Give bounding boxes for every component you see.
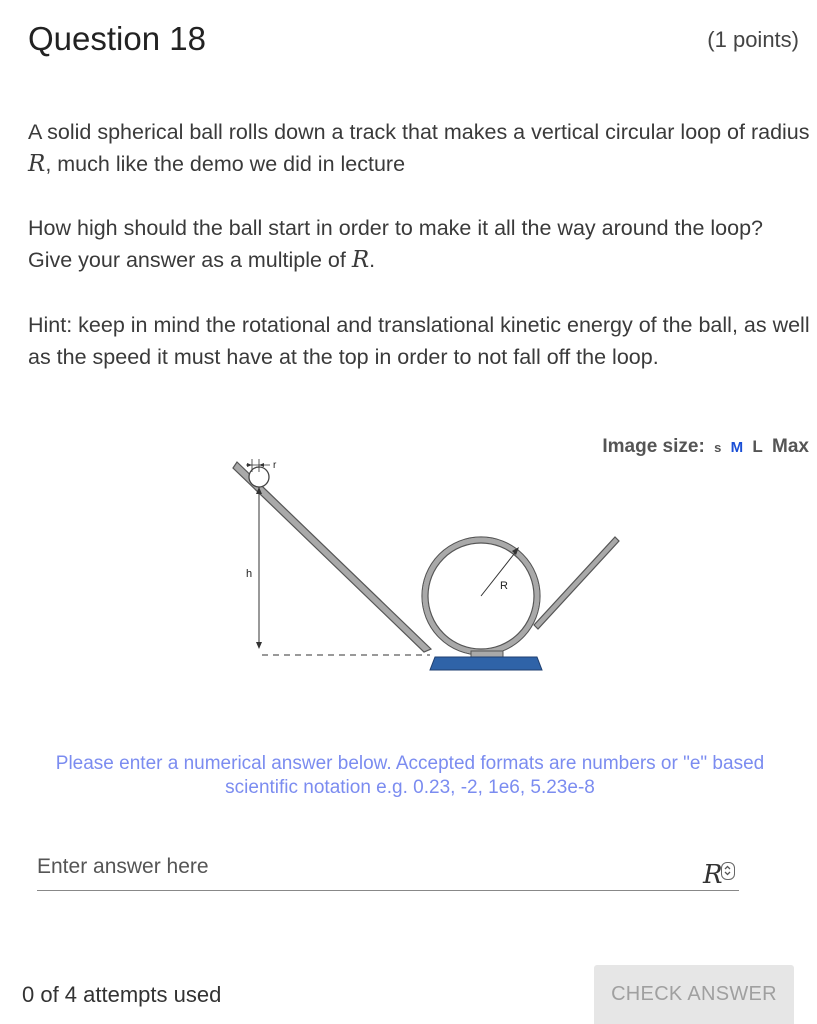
height-label: h <box>246 568 253 580</box>
answer-input[interactable] <box>37 850 697 884</box>
height-arrowhead-bottom <box>256 642 262 649</box>
answer-row <box>37 848 739 891</box>
number-spinner-icon[interactable] <box>721 862 735 880</box>
right-ramp <box>534 537 619 629</box>
question-paragraph-2 <box>28 212 813 276</box>
answer-instructions: Please enter a numerical answer below. Accepted formats are numbers or "e" based scientific notation e.g. 0.23, -2, 1e6, 5.23e-8 <box>55 753 765 798</box>
image-size-option-max[interactable]: Max <box>772 436 809 457</box>
question-paragraph-1 <box>28 116 813 180</box>
check-answer-button[interactable]: CHECK ANSWER <box>594 965 794 1024</box>
question-title: Question 18 <box>28 20 206 57</box>
hint-paragraph: Hint: keep in mind the rotational and translational kinetic energy of the ball, as well as the speed it must have at the top in order to not fall off the loop. <box>28 313 810 369</box>
answer-unit: R <box>703 860 723 890</box>
loop-track-figure <box>218 452 628 677</box>
small-radius-arrowhead-a <box>247 463 252 467</box>
image-size-control <box>602 436 809 458</box>
chevron-up-down-icon <box>722 863 733 878</box>
paragraph-2-text-a: How high should the ball start in order to make it all the way around the loop? Give your answer as a multiple of <box>28 216 764 272</box>
small-radius-label: r <box>273 460 277 471</box>
left-ramp <box>233 462 431 652</box>
paragraph-1-text-b: , much like the demo we did in lecture <box>45 152 406 176</box>
question-points: (1 points) <box>707 27 799 52</box>
image-size-option-s[interactable]: s <box>714 440 722 455</box>
attempts-counter: 0 of 4 attempts used <box>22 982 222 1007</box>
image-size-label: Image size: <box>602 436 705 457</box>
variable-R: R <box>351 247 370 273</box>
radius-label: R <box>500 580 508 592</box>
question-header <box>28 20 799 60</box>
image-size-option-l[interactable]: L <box>752 437 763 456</box>
image-size-option-m[interactable]: M <box>730 439 744 456</box>
base-platform <box>430 657 542 670</box>
variable-R: R <box>28 151 46 177</box>
paragraph-2-text-b: . <box>369 248 376 272</box>
paragraph-1-text-a: A solid spherical ball rolls down a track that makes a vertical circular loop of radius <box>28 120 810 144</box>
loop-support <box>471 651 503 657</box>
